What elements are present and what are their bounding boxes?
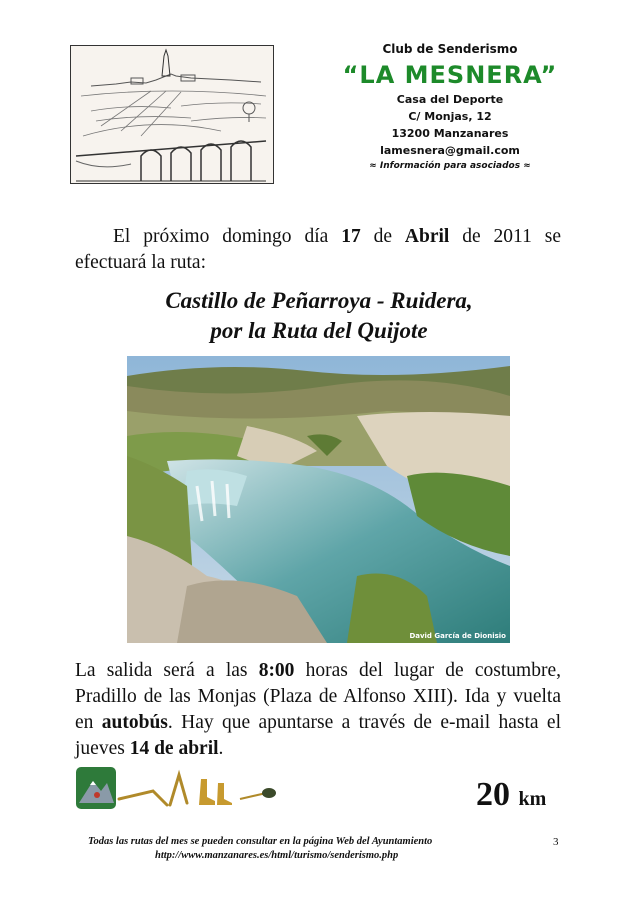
waterfall-landscape-image xyxy=(127,356,510,643)
address-line-2: C/ Monjas, 12 xyxy=(408,110,492,123)
difficulty-icons xyxy=(75,765,285,811)
details-text-2: horas del lugar de costumbre, Pradillo de las Monjas (Plaza de Alfonso XIII). Ida y vuelta en xyxy=(75,660,561,733)
email-address[interactable]: lamesnera@gmail.com xyxy=(380,144,520,157)
hiking-sticks-icon xyxy=(119,775,187,805)
intro-month: Abril xyxy=(404,226,450,247)
route-title xyxy=(80,286,558,346)
photo-credit: David García de Dionisio xyxy=(409,632,506,640)
town-sketch-icon xyxy=(71,46,273,183)
footer-url[interactable]: http://www.manzanares.es/html/turismo/senderismo.php xyxy=(155,850,399,861)
footer-note: Todas las rutas del mes se pueden consultar en la página Web del Ayuntamiento xyxy=(88,836,433,847)
intro-prefix: El próximo domingo día xyxy=(113,226,342,247)
club-logo xyxy=(70,45,274,184)
departure-time: 8:00 xyxy=(258,660,295,681)
intro-day: 17 xyxy=(341,226,361,247)
info-note: ≈ Información para asociados ≈ xyxy=(369,161,531,171)
waterfall-photo xyxy=(127,356,510,643)
intro-mid1: de xyxy=(360,226,405,247)
club-header xyxy=(300,40,600,171)
signup-deadline: 14 de abril xyxy=(129,738,219,759)
details-text-3: . Hay que apuntarse a través de e-mail hasta el jueves xyxy=(75,712,561,759)
details-text-4: . xyxy=(218,738,224,759)
route-title-line2: por la Ruta del Quijote xyxy=(210,318,428,343)
club-subtitle: Club de Senderismo xyxy=(382,42,518,56)
route-distance xyxy=(476,776,546,814)
canteen-icon xyxy=(240,788,276,799)
intro-paragraph xyxy=(75,224,561,276)
details-paragraph xyxy=(75,658,561,762)
address-line-1: Casa del Deporte xyxy=(396,93,504,106)
details-text-1: La salida será a las xyxy=(75,660,259,681)
transport-mode: autobús xyxy=(101,712,168,733)
distance-unit: km xyxy=(518,788,547,810)
distance-value: 20 xyxy=(476,776,510,813)
boots-icon xyxy=(199,779,232,805)
intro-mid2: de 2011 se efectuará la ruta: xyxy=(75,226,561,273)
address-line-3: 13200 Manzanares xyxy=(391,127,509,140)
route-title-line1: Castillo de Peñarroya - Ruidera, xyxy=(165,288,473,313)
page-number: 3 xyxy=(553,836,559,848)
mountain-hiker-icon xyxy=(76,767,116,809)
club-name: “LA MESNERA” xyxy=(342,61,558,89)
